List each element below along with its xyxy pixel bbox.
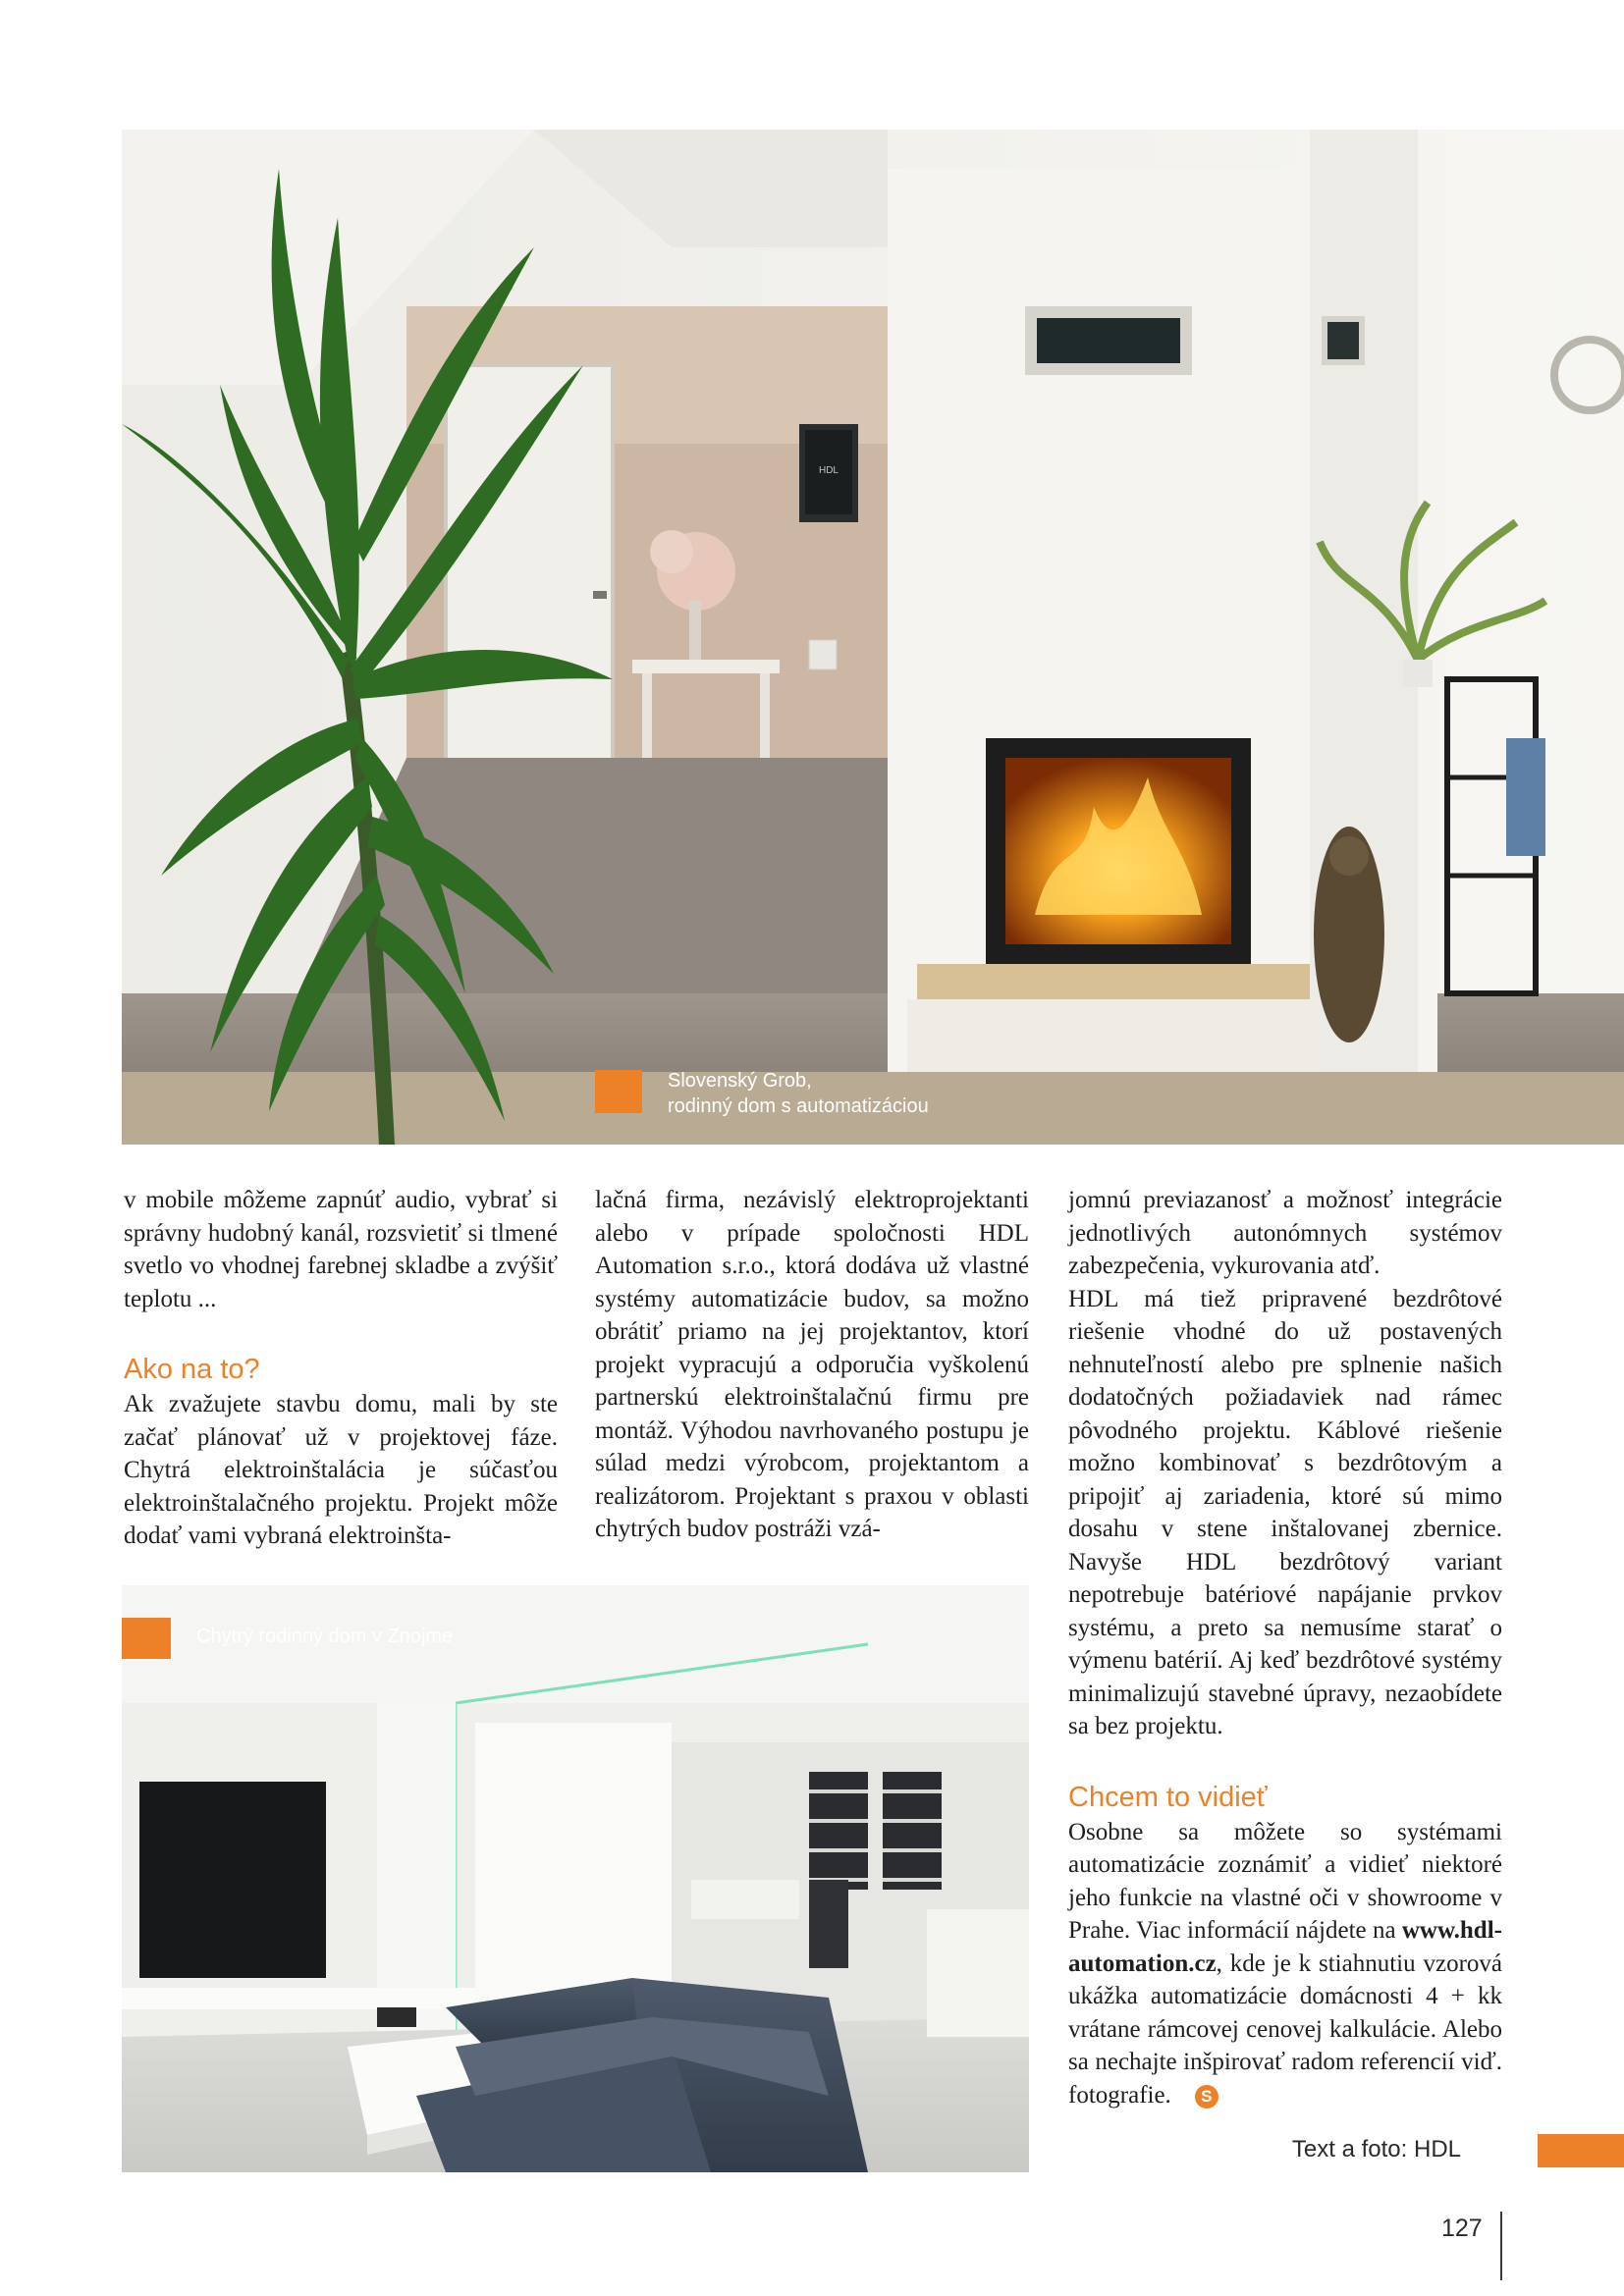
top-photo-caption [668,1068,1021,1119]
heading-ako-na-to: Ako na to? [124,1354,260,1385]
bottom-photo-caption: Chytrý rodinný dom v Znojme [196,1626,454,1647]
bottom-caption-marker [122,1618,171,1659]
website-link[interactable]: www.hdl-automation.cz [1068,1917,1502,1977]
text-column-2 [595,1184,1029,1546]
col3-para3-before: Osobne sa môžete so systémami automatizácie zoznámiť a vidieť niektoré jeho funkcie na vlastné oči v showroome v Prahe. Viac informácií nájdete na [1068,1818,1502,1944]
text-column-1 [124,1184,558,1553]
text-column-3 [1068,1184,1502,2111]
panel-brand-text: HDL [818,465,839,476]
col3-paragraph-1: jomnú previazanosť a možnosť integrácie jednotlivých autonómnych systémov zabezpečenia, vykurovania atď. [1068,1187,1502,1279]
col3-paragraph-2: HDL má tiež pripravené bezdrôtové riešenie vhodné do už postavených nehnuteľností alebo pre splnenie našich dodatočných požiadaviek nad rámec pôvodného projektu. Káblové riešenie možno kombinovať s bezdrôtovým a pripojiť aj zariadenia, ktoré sú mimo dosahu v stene inštalovanej zbernice. Navyše HDL bezdrôtový variant nepotrebuje batériové napájanie prvkov systému, a preto sa nemusíme starať o výmenu batérií. Aj keď bezdrôtové systémy minimalizujú stavebné úpravy, nezaobídete sa bez projektu. [1068,1285,1502,1739]
col2-paragraph: lačná firma, nezávislý elektroprojektanti alebo v prípade spoločnosti HDL Automation s.r.o., ktorá dodáva už vlastné systémy automatizácie budov, sa možno obrátiť priamo na jej projektantov, ktorí projekt vypracujú a odporučia vyškolenú partnerskú elektroinštalačnú firmu pre montáž. Výhodou navrhovaného postupu je súlad medzi výrobcom, projektantom a realizátorom. Projektant s praxou v oblasti chytrých budov postráži vzá- [595,1187,1029,1542]
fireplace-photo-illustration [122,130,1624,1145]
credit-accent-bar [1538,2134,1624,2167]
col1-intro: v mobile môžeme zapnúť audio, vybrať si správny hudobný kanál, rozsvietiť si tlmené svetlo vo vhodnej farebnej skladbe a zvýšiť teplotu ... [124,1187,558,1312]
col1-paragraph: Ak zvažujete stavbu domu, mali by ste začať plánovať už v projektovej fáze. Chytrá elektroinštalácia je súčasťou elektroinštalačného projektu. Projekt môže dodať vami vybraná elektroinšta- [124,1391,558,1549]
page-number: 127 [1441,2215,1483,2242]
photo-fireplace-living-room [122,130,1624,1145]
top-caption-line1: Slovenský Grob, [668,1070,812,1092]
heading-chcem-to-vidiet: Chcem to vidieť [1068,1781,1268,1813]
col3-para3-after: , kde je k stiahnutiu vzorová ukážka automatizácie domácnosti 4 + kk vrátane rámcovej cenovej kalkulácie. Alebo sa nechajte inšpirovať radom referencií viď. fotografie. [1068,1949,1502,2109]
top-caption-line2: rodinný dom s automatizáciou [668,1095,929,1117]
top-caption-marker [595,1070,642,1113]
page-number-rule [1500,2212,1502,2280]
article-end-icon: S [1195,2085,1218,2109]
photo-living-room-znojmo [122,1585,1029,2172]
living-room-photo-illustration [122,1585,1029,2172]
photo-credit: Text a foto: HDL [1291,2136,1461,2163]
col3-paragraph-3 [1068,1816,1502,2112]
